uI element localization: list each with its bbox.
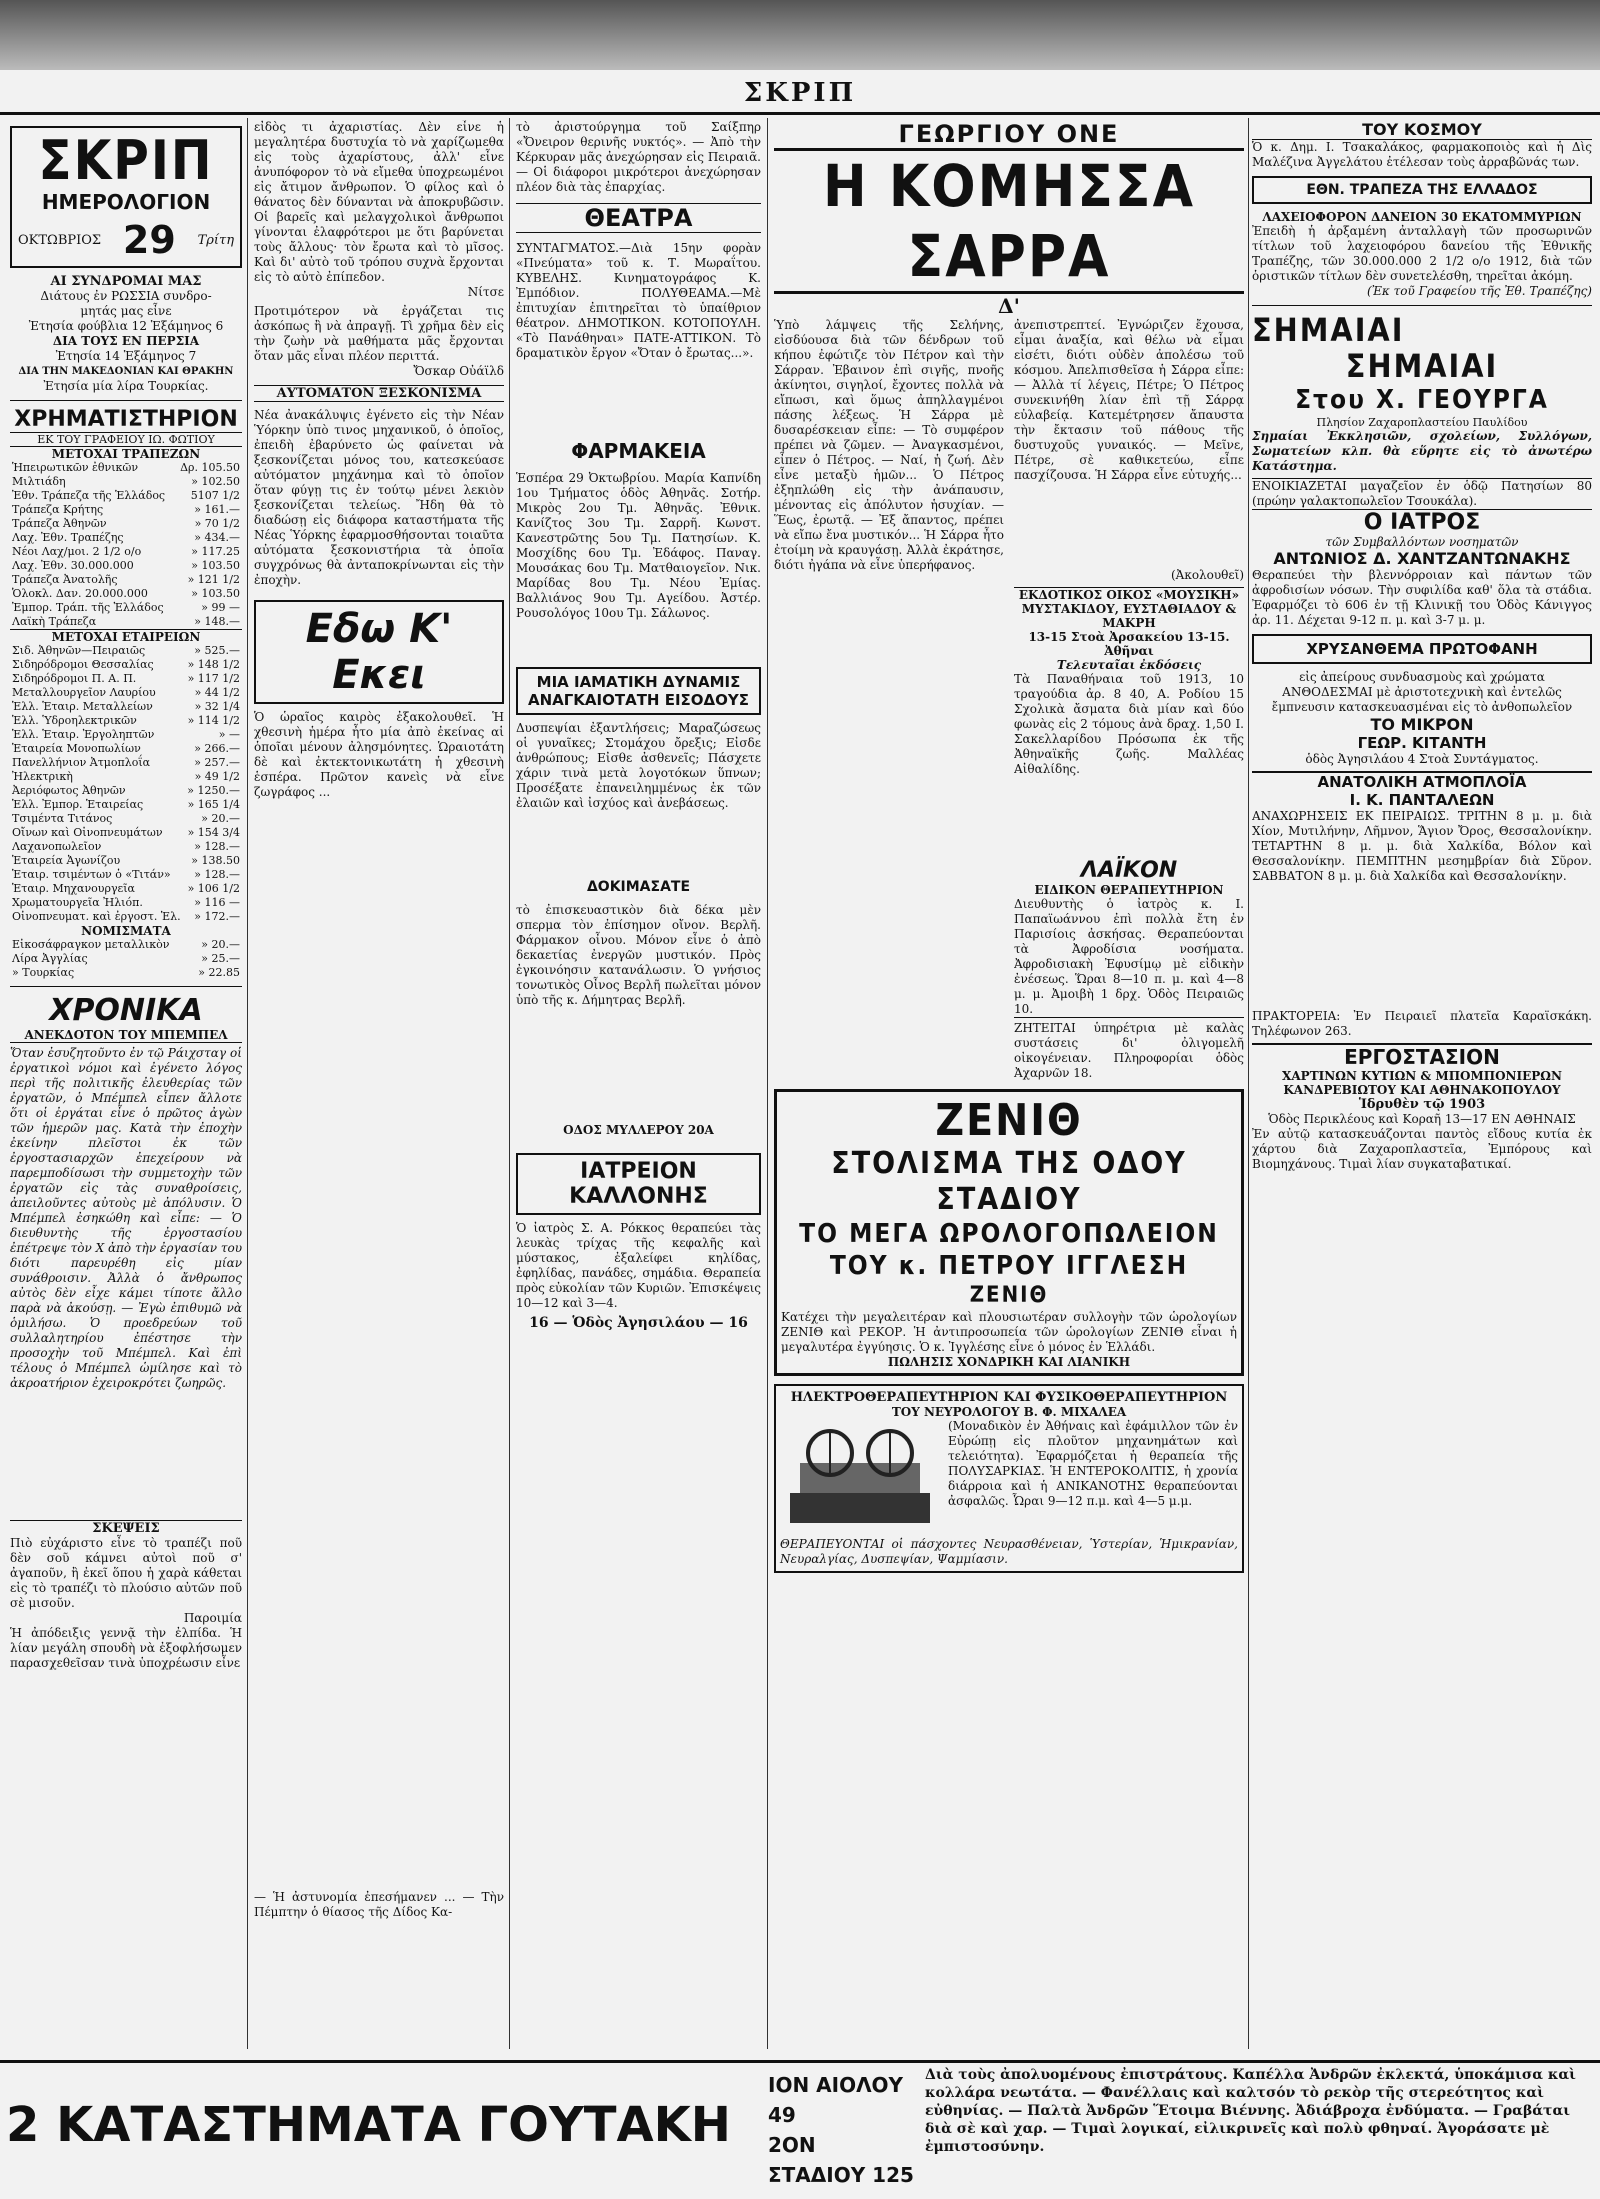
calendar-box xyxy=(10,126,242,268)
quote-signature: Ὄσκαρ Οὐάϊλδ xyxy=(413,364,504,378)
divider xyxy=(10,986,242,987)
zenith-sale: ΠΩΛΗΣΙΣ ΧΟΝΔΡΙΚΗ ΚΑΙ ΛΙΑΝΙΚΗ xyxy=(887,1355,1131,1369)
flags-line-2: ΣΗΜΑΙΑΙ xyxy=(1345,347,1499,385)
column-theatres-pharmacies xyxy=(516,120,761,2049)
company-shares-table xyxy=(10,644,242,924)
factory-subtitle: ΧΑΡΤΙΝΩΝ ΚΥΤΙΩΝ & ΜΠΟΜΠΟΝΙΕΡΩΝ xyxy=(1282,1069,1562,1083)
zenith-ad xyxy=(774,1089,1244,1376)
factory-founded: Ἱδρυθὲν τῷ 1903 xyxy=(1358,1097,1486,1112)
electrotherapy-machine-image xyxy=(780,1423,940,1533)
table-row xyxy=(10,742,242,756)
footer-address-2: 2ΟΝ ΣΤΑΔΙΟΥ 125 xyxy=(768,2133,914,2187)
aphorisms-text: εἰδὸς τι ἀχαριστίας. Δὲν εἶνε ἡ μεγαλητέρα δυστυχία τὸ νὰ χαρίζωμεθα εἰς τοὺς ἀχαρίστους, ἀλλ' εἶνε ἀνυπόφορον τὸ νὰ εἴμεθα ὑποχρεωμένοι εἰς ἄτιμον ἄνθρωπον. Ὁ φίλος καὶ ὁ θάνατος δὲν δύνανται νὰ ἀποκρυβῶσιν. Οἱ βαρεῖς καὶ μελαγχολικοὶ ἄνθρωποι γίνονται ἐλαφρότεροι με ὅτι βαρύνεται τοὺς ἄλλους· τὸν ἔρωτα καὶ τὸ μῖσος. Καὶ δι' αὐτὸ τοῦ τρόπου συχνὰ ἔρχονται εἰς τὸ αὐτὸ ἐπίπεδον. xyxy=(254,120,504,284)
security-name: Ἠλεκτρικὴ xyxy=(12,770,73,783)
table-row xyxy=(10,910,242,924)
novel-chapter: Δ' xyxy=(998,294,1020,318)
national-bank-title: ΕΘΝ. ΤΡΑΠΕΖΑ ΤΗΣ ΕΛΛΑΔΟΣ xyxy=(1252,176,1592,204)
security-price: » 22.85 xyxy=(198,966,240,979)
security-name: Ἑλλ. Ἑταιρ. Μεταλλείων xyxy=(12,700,153,713)
footer-addresses xyxy=(768,2070,918,2190)
security-name: Τσιμέντα Τιτάνος xyxy=(12,812,113,825)
security-price: » 165 1/4 xyxy=(187,798,240,811)
electrotherapy-ad xyxy=(774,1384,1244,1573)
chronicle-text: Ὅταν ἐσυζητοῦντο ἐν τῷ Ράιχσταγ οἱ ἐργατικοὶ νόμοι καὶ ἐγένετο λόγος περὶ τῆς πολιτικῆς ἐλευθερίας τῶν ἐργατῶν, ὁ Μπέμπελ εἶπεν ἄλλοτε ὅτι οἱ ἐργάται εἶνε ὁ πρῶτος ἀγὼν τῶν ἡμερῶν μας. Κατὰ τὴν ἐποχὴν ἐκείνην πλεῖστοι ἐκ τῶν ἐργοστασιαρχῶν ἐπεχείρουν νὰ παρεμποδίσωσι τὴν συμμετοχὴν τῶν ἐργατῶν εἰς τὰς συναθροίσεις, ἀπειλοῦντες αὐτοὺς μὲ ἀπόλυσιν. Ὁ Μπέμπελ ἐσηκώθη καὶ εἶπε: — Ὁ διευθυντὴς τῆς ἐργοστασίου ἐπέτρεψε τὸν Χ ἀπὸ τὴν ἐργασίαν του διότι παρευρέθη εἰς μίαν συνάθροισιν. Ἀλλὰ ὁ ἄνθρωπος αὐτὸς δὲν εἶχε κάμει τίποτε ἄλλο παρὰ νὰ ἀκούσῃ. — Ἐγὼ ἐπιθυμῶ νὰ ὁμιλήσω. Ὁ προεδρεύων τοῦ συλλαλητηρίου ἐπέστησε τὴν προσοχὴν τοῦ Μπέμπελ. Καὶ ἐπὶ τέλους ὁ Μπέμπελ ὡμίλησε καὶ τὸ ἀκροατήριον ἐχειροκρότει ζωηρῶς. xyxy=(10,1046,242,1390)
electrotherapy-footer: ΘΕΡΑΠΕΥΟΝΤΑΙ οἱ πάσχοντες Νευρασθένειαν, Ὑστερίαν, Ἡμικρανίαν, Νευραλγίας, Δυσπεψίαν, Ψαμμίασιν. xyxy=(780,1537,1238,1566)
factory-owners: ΚΑΝΔΡΕΒΙΩΤΟΥ ΚΑΙ ΑΘΗΝΑΚΟΠΟΥΛΟΥ xyxy=(1283,1083,1561,1097)
table-row xyxy=(10,896,242,910)
security-price: » 20.— xyxy=(201,938,240,951)
thoughts-signature: Παροιμία xyxy=(183,1611,242,1625)
security-price: » 172.— xyxy=(194,910,240,923)
table-row xyxy=(10,770,242,784)
novel-title: Η ΚΟΜΗΣΣΑ ΣΑΡΡΑ xyxy=(774,148,1244,294)
thoughts-text: Πιὸ εὐχάριστο εἶνε τὸ τραπέζι ποῦ δὲν σοῦ κάμνει αὐτοὶ ποῦ σ' ἀγαποῦν, ἢ ἐκεῖ ὅπου ἡ χαρὰ κάθεται εἰς τὸ τραπέζι τὸ πλούσιο αὐτῶν ποῦ σὲ μισοῦν. xyxy=(10,1536,242,1610)
security-price: » 266.— xyxy=(194,742,240,755)
company-shares-title: ΜΕΤΟΧΑΙ ΕΤΑΙΡΕΙΩΝ xyxy=(10,629,242,644)
doctor-subtitle: τῶν Συμβαλλόντων νοσηματῶν xyxy=(1325,535,1519,549)
security-name: Λίρα Ἀγγλίας xyxy=(12,952,88,965)
currency-title: ΝΟΜΙΣΜΑΤΑ xyxy=(81,924,171,938)
doctor-title: Ο ΙΑΤΡΟΣ xyxy=(1252,509,1592,535)
clinic-text: Διευθυντὴς ὁ ἰατρὸς κ. Ι. Παπαϊωάννου ἐπὶ πολλὰ ἔτη ἐν Παρισίοις ἀσκήσας. Θεραπεύονται τὰ Ἀφροδίσια νοσήματα. Ἀφροδισιακὴ Ἐφυσίμῳ μὲ εἰδικὴν ἐνέσεως. Ὥραι 8—10 π. μ. καὶ 4—8 μ. μ. Ἀμοιβὴ 1 δρχ. Ὁδὸς Πειραιῶς 10. xyxy=(1014,897,1244,1016)
beauty-clinic-address: 16 — Ὁδὸς Ἀγησιλάου — 16 xyxy=(529,1315,748,1331)
table-row xyxy=(10,658,242,672)
security-price: » 103.50 xyxy=(191,559,240,572)
column-rule xyxy=(767,118,768,2049)
try-address: ΟΔΟΣ ΜΥΛΛΕΡΟΥ 20Α xyxy=(563,1123,714,1137)
doctor-text: Θεραπεύει τὴν βλεννόρροιαν καὶ πάντων τῶν ἀφροδισίων νόσων. Τὴν συφιλίδα καθ' ὅλα τὰ στάδια. Ἐφαρμόζει τὸ 606 ἐν τῇ Κλινικῇ του Ὁδὸς Κάνιγγος ἀρ. 11. Δέχεται 9-12 π. μ. καὶ 3-7 μ. μ. xyxy=(1252,568,1592,627)
clinic-row xyxy=(774,858,1244,1081)
security-name: Ἑλλ. Ὑδροηλεκτρικῶν xyxy=(12,714,137,727)
security-name: Σιδηρόδρομοι Π. Α. Π. xyxy=(12,672,137,685)
factory-address: Ὁδὸς Περικλέους καὶ Κοραῆ 13—17 ΕΝ ΑΘΗΝΑΙΣ xyxy=(1268,1112,1576,1126)
security-name: Ἑταιρ. Μηχανουργεῖα xyxy=(12,882,135,895)
footer-address-1: ΙΟΝ ΑΙΟΛΟΥ 49 xyxy=(768,2073,904,2127)
try-text: τὸ ἐπισκευαστικὸν διὰ δέκα μὲν σπερμα τὸν ἐπίσημον οἴνον. Βερλῆ. Φάρμακον οἶνου. Μόνον εἶνε ὁ ἀπὸ δεκαετίας ἐνεργῶν μυστικόν. Πρὸς ἐγκοινόησιν κατανάλωσιν. Ὁ γνήσιος τονωτικὸς Οἶνος Βερλῆ πωλεῖται μόνον ὑπὸ τῆς κ. Δήμητρας Βερλῆ. xyxy=(516,903,761,1007)
subscriptions-line: ΔΙΑ ΤΗΝ ΜΑΚΕΔΟΝΙΑΝ ΚΑΙ ΘΡΑΚΗΝ xyxy=(18,366,234,377)
security-price: » 128.— xyxy=(194,868,240,881)
divider xyxy=(10,400,242,401)
clinic-subtitle: ΕΙΔΙΚΟΝ ΘΕΡΑΠΕΥΤΗΡΙΟΝ xyxy=(1034,883,1224,897)
security-name: » Τουρκίας xyxy=(12,966,75,979)
security-name: Ἑταιρ. τσιμέντων ὁ «Τιτάν» xyxy=(12,868,171,881)
security-name: Εἰκοσάφραγκον μεταλλικὸν xyxy=(12,938,170,951)
security-price: » 128.— xyxy=(194,840,240,853)
security-name: Λαχανοπωλεῖον xyxy=(12,840,102,853)
subscriptions-line: μητάς μας εἶνε xyxy=(80,304,172,318)
aphorisms-signature: Νίτσε xyxy=(467,285,504,299)
security-name: Τράπεζα Ἀνατολῆς xyxy=(12,573,118,586)
flower-shop-owner: ΓΕΩΡ. ΚΙΤΑΝΤΗ xyxy=(1357,734,1487,752)
table-row xyxy=(10,503,242,517)
date-weekday: Τρίτη xyxy=(197,232,234,248)
flower-shop-name: ΤΟ ΜΙΚΡΟΝ xyxy=(1370,715,1474,734)
flags-address: Πλησίον Ζαχαροπλαστείου Παυλίδου xyxy=(1316,416,1528,429)
security-price: » 114 1/2 xyxy=(187,714,240,727)
security-name: Ἑλλ. Ἐμπορ. Ἑταιρείας xyxy=(12,798,144,811)
security-name: Μιλτιάδη xyxy=(12,475,66,488)
novel-author: ΓΕΩΡΓΙΟΥ ΟΝΕ xyxy=(898,120,1120,148)
table-row xyxy=(10,559,242,573)
beauty-clinic-title: ΙΑΤΡΕΙΟΝ ΚΑΛΛΟΝΗΣ xyxy=(516,1153,761,1215)
subscriptions-line: ΔΙΑ ΤΟΥΣ ΕΝ ΠΕΡΣΙΑ xyxy=(52,334,200,348)
table-row xyxy=(10,545,242,559)
table-row xyxy=(10,826,242,840)
national-bank-signature: (Ἐκ τοῦ Γραφείου τῆς Ἐθ. Τραπέζης) xyxy=(1367,284,1592,298)
stock-exchange-title: ΧΡΗΜΑΤΙΣΤΗΡΙΟΝ xyxy=(14,407,238,432)
here-and-there-title: Εδω Κ' Εκει xyxy=(254,600,504,704)
electrotherapy-subtitle: ΤΟΥ ΝΕΥΡΟΛΟΓΟΥ Β. Φ. ΜΙΧΑΛΕΑ xyxy=(891,1405,1127,1419)
security-price: » 25.— xyxy=(201,952,240,965)
security-price: » 116 — xyxy=(194,896,240,909)
column-rule xyxy=(247,118,248,2049)
subscriptions-line: Διάτους ἐν ΡΩΣΣΙΑ συνδρο- xyxy=(40,289,212,303)
theatre-news-text: τὸ ἀριστούργημα τοῦ Σαίξπηρ «Ὄνειρον θερινῆς νυκτός». — Ἀπὸ τὴν Κέρκυραν μᾶς ἀνεχώρησαν εἰς Πειραιᾶ. — Οἱ διάφοροι μικρότεροι ἀνεχώρησαν πλέον διὰ τὰς ἐπαρχίας. xyxy=(516,120,761,194)
table-row xyxy=(10,882,242,896)
security-name: Τράπεζα Κρήτης xyxy=(12,503,104,516)
society-text: Ὁ κ. Δημ. Ι. Τσακαλάκος, φαρμακοποιὸς καὶ ἡ Δὶς Μαλέζινα Ἀγγελάτου ἐτέλεσαν τοὺς ἀρραβῶνάς των. xyxy=(1252,140,1592,169)
security-name: Ἀεριόφωτος Ἀθηνῶν xyxy=(12,784,126,797)
table-row xyxy=(10,489,242,503)
masthead-title: ΣΚΡΙΠ xyxy=(743,78,857,108)
security-price: » 525.— xyxy=(194,644,240,657)
divider xyxy=(1252,305,1592,306)
healing-power-title: ΜΙΑ ΙΑΜΑΤΙΚΗ ΔΥΝΑΜΙΣ ΑΝΑΓΚΑΙΟΤΑΤΗ ΕΙΣΟΔΟΥΣ xyxy=(516,667,761,715)
electrotherapy-text: (Μοναδικὸν ἐν Ἀθήναις καὶ ἐφάμιλλον τῶν ἐν Εὐρώπῃ εἰς πλοῦτον μηχανημάτων καὶ τελειότητα). Ἐφαρμόζεται ἡ θεραπεία τῆς ΠΟΛΥΣΑΡΚΙΑΣ. Ἡ ΕΝΤΕΡΟΚΟΛΙΤΙΣ, ἡ χρονία διάρροια καὶ ἡ ΑΝΙΚΑΝΟΤΗΣ θεραπεύονται ἀσφαλῶς. Ὧραι 9—12 π.μ. καὶ 4—5 μ.μ. xyxy=(948,1419,1238,1508)
security-name: Οἰνοπνευματ. καὶ ἐργοστ. Ἑλ. xyxy=(12,910,181,923)
security-price: » 257.— xyxy=(194,756,240,769)
clinic-title: ΛΑΪΚΟΝ xyxy=(1080,858,1178,883)
chrysanthemum-title: ΧΡΥΣΑΝΘΕΜΑ ΠΡΩΤΟΦΑΝΗ xyxy=(1252,634,1592,664)
security-name: Ἑλλ. Ἑταιρ. Ἐργοληπτῶν xyxy=(12,728,155,741)
table-row xyxy=(10,938,242,952)
novel-continued: (Ἀκολουθεῖ) xyxy=(1170,568,1244,582)
security-price: » — xyxy=(218,728,240,741)
table-row xyxy=(10,840,242,854)
flower-shop-address: ὁδὸς Ἀγησιλάου 4 Στοὰ Συντάγματος. xyxy=(1305,752,1539,766)
security-price: » 1250.— xyxy=(187,784,240,797)
novel-right-block xyxy=(1014,318,1244,858)
table-row xyxy=(10,672,242,686)
table-row xyxy=(10,854,242,868)
theatres-title: ΘΕΑΤΡΑ xyxy=(516,203,761,233)
security-name: Τράπεζα Ἀθηνῶν xyxy=(12,517,107,530)
national-bank-text: Ἐπειδὴ ἡ ἀρξαμένη ἀνταλλαγὴ τῶν προσωρινῶν τίτλων τοῦ λαχειοφόρου δανείου τῆς Ἐθνικῆς Τραπέζης, τῶν 30.000.000 2 1/2 ο/ο 1912, διὰ τῶν ὁριστικῶν τίτλων δὲν συνετελέσθη, τηρεῖται ἀκόμη. xyxy=(1252,224,1592,283)
column-society-ads xyxy=(1252,120,1592,2049)
currency-table xyxy=(10,938,242,980)
table-row xyxy=(10,644,242,658)
bank-shares-table xyxy=(10,461,242,629)
zenith-line-1: ΣΤΟΛΙΣΜΑ ΤΗΣ ΟΔΟΥ ΣΤΑΔΙΟΥ xyxy=(831,1146,1187,1217)
table-row xyxy=(10,686,242,700)
flags-shop: Στου Χ. ΓΕΟΥΡΓΑ xyxy=(1295,385,1549,415)
logo: ΣΚΡΙΠ xyxy=(38,129,214,192)
security-name: Νέοι Λαχ/μοι. 2 1/2 ο/ο xyxy=(12,545,142,558)
security-price: » 148 1/2 xyxy=(187,658,240,671)
table-row xyxy=(10,531,242,545)
healing-power-text: Δυσπεψίαι ἐξαντλήσεις; Μαραζώσεως οἱ γυναῖκες; Στομάχου ὄρεξις; Εἰσδε ἀνθρώπους; Εἰσθε ἀσθενεῖς; Πάσχετε χάριν τινὰ μετὰ λογοτόκων ὕπνων; Προσέξατε ἐπανειλημμένως ἐκ τῶν ἐλαιῶν καὶ ἰσχύος καὶ ἀνεβάσεως. xyxy=(516,721,761,810)
security-price: » 154 3/4 xyxy=(187,826,240,839)
blank-left xyxy=(774,858,1004,1081)
footer-rule xyxy=(0,2060,1600,2063)
table-row xyxy=(10,475,242,489)
national-bank-subtitle: ΛΑΧΕΙΟΦΟΡΟΝ ΔΑΝΕΙΟΝ 30 ΕΚΑΤΟΜΜΥΡΙΩΝ xyxy=(1262,210,1582,224)
chronicle-subtitle: ΑΝΕΚΔΟΤΟΝ ΤΟΥ ΜΠΕΜΠΕΛ xyxy=(10,1028,242,1043)
pharmacies-title: ΦΑΡΜΑΚΕΙΑ xyxy=(571,439,706,463)
security-name: Ἐμπορ. Τράπ. τῆς Ἑλλάδος xyxy=(12,601,164,614)
security-price: » 44 1/2 xyxy=(194,686,240,699)
security-name: Χρωματουργεῖα Ἠλιόπ. xyxy=(12,896,143,909)
wanted-notice: ΖΗΤΕΙΤΑΙ ὑπηρέτρια μὲ καλὰς συστάσεις δι' ὀλιγομελῆ οἰκογένειαν. Πληροφορίαι ὁδὸς Ἀχαρνῶν 18. xyxy=(1014,1017,1244,1081)
chrysanthemum-text: εἰς ἀπείρους συνδυασμοὺς καὶ χρώματα ΑΝΘΟΔΕΣΜΑΙ μὲ ἀριστοτεχνικὴ καὶ ἐντελῶς ἔμπνευσιν κατασκευασμέναι εἰς τὸ ἀνθοπωλεῖον xyxy=(1271,670,1573,714)
bank-shares-title: ΜΕΤΟΧΑΙ ΤΡΑΠΕΖΩΝ xyxy=(51,447,201,461)
quote-text: Προτιμότερον νὰ ἐργάζεται τις ἀσκόπως ἢ νὰ ἀπραγῇ. Τὶ χρῆμα δὲν εἰς τὴν ζωὴν νὰ μαθήματα μᾶς ἔρχονται ὅταν μᾶς εἶναι πλέον περιττά. xyxy=(254,304,504,363)
music-publisher-address: 13-15 Στοὰ Ἀρσακείου 13-15. Ἀθῆναι xyxy=(1028,630,1230,658)
music-publisher-subtitle: Τελευταῖαι ἐκδόσεις xyxy=(1056,658,1202,672)
security-name: Ὁλοκλ. Δαν. 20.000.000 xyxy=(12,587,148,600)
society-title: ΤΟΥ ΚΟΣΜΟΥ xyxy=(1252,120,1592,140)
steamship-owner: Ι. Κ. ΠΑΝΤΑΛΕΩΝ xyxy=(1349,791,1495,809)
masthead-rule xyxy=(0,112,1600,115)
security-name: Ἐθν. Τράπεζα τῆς Ἑλλάδος xyxy=(12,489,166,502)
table-row xyxy=(10,700,242,714)
security-name: Λαχ. Ἐθν. 30.000.000 xyxy=(12,559,134,572)
zenith-title: ΖΕΝΙΘ xyxy=(935,1095,1083,1146)
subscriptions-list xyxy=(10,289,242,394)
table-row xyxy=(10,756,242,770)
column-rule xyxy=(1248,118,1249,2049)
security-price: » 32 1/4 xyxy=(194,700,240,713)
zenith-line-2: ΤΟ ΜΕΓΑ ΩΡΟΛΟΓΟΠΩΛΕΙΟΝ xyxy=(799,1219,1219,1249)
security-price: » 106 1/2 xyxy=(187,882,240,895)
table-row xyxy=(10,587,242,601)
table-row xyxy=(10,573,242,587)
security-name: Μεταλλουργεῖον Λαυρίου xyxy=(12,686,156,699)
table-row xyxy=(10,812,242,826)
security-name: Πανελλήνιον Ἀτμοπλοΐα xyxy=(12,756,151,769)
column-miscellany xyxy=(254,120,504,2049)
electrotherapy-title: ΗΛΕΚΤΡΟΘΕΡΑΠΕΥΤΗΡΙΟΝ ΚΑΙ ΦΥΣΙΚΟΘΕΡΑΠΕΥΤΗΡΙΟΝ xyxy=(790,1390,1228,1405)
security-price: » 121 1/2 xyxy=(187,573,240,586)
security-price: » 20.— xyxy=(201,812,240,825)
auto-dusting-text: Νέα ἀνακάλυψις ἐγένετο εἰς τὴν Νέαν Ὑόρκην ὑπὸ τινος μηχανικοῦ, ὁ ὁποῖος, ἐπειδὴ ἐβαρύνετο ὡς φαίνεται νὰ ξεσκονίζεται μόνος του, κατεσκεύασε αὐτόματον μηχάνημα καὶ τὸ ὁποῖον ὅταν φύγῃ τις ἐν τούτῳ μένει λεκιὸν ξεσκονίζεται τελείως. Ἤδη θὰ τὸ διαδώσῃ εἰς διάφορα καταστήματα τῆς Νέας Ὑόρκης ἐφαρμοσθήσονται τοιαῦτα αὐτόματα ξεσκονιστήρια τὰ ὁποῖα συγχρόνως θὰ ἀνταποκρίνωνται εἰς τὴν ἐποχὴν. xyxy=(254,408,504,587)
security-price: 5107 1/2 xyxy=(190,489,240,502)
subscriptions-line: Ἐτησία 14 Ἑξάμηνος 7 xyxy=(55,349,197,363)
flags-text: Σημαίαι Ἐκκλησιῶν, σχολείων, Συλλόγων, Σωματείων κλπ. θὰ εὕρητε εἰς τὸ ἀνωτέρω Κατάστημα. xyxy=(1252,429,1592,473)
table-row xyxy=(10,868,242,882)
security-name: Λαϊκὴ Τράπεζα xyxy=(12,615,97,628)
security-price: » 117.25 xyxy=(191,545,240,558)
security-price: » 161.— xyxy=(194,503,240,516)
security-price: » 49 1/2 xyxy=(194,770,240,783)
calendar-subtitle: ΗΜΕΡΟΛΟΓΙΟΝ xyxy=(41,190,211,214)
table-row xyxy=(10,728,242,742)
try-title: ΔΟΚΙΜΑΣΑΤΕ xyxy=(586,879,691,895)
novel-body xyxy=(774,318,1244,858)
footer-stores: 2 ΚΑΤΑΣΤΗΜΑΤΑ ΓΟΥΤΑΚΗ xyxy=(6,2097,731,2153)
table-row xyxy=(10,714,242,728)
zenith-text: Κατέχει τὴν μεγαλειτέραν καὶ πλουσιωτέραν συλλογὴν τῶν ὡρολογίων ΖΕΝΙΘ καὶ ΡΕΚΟΡ. Ἡ ἀντιπροσωπεία τῶν ὡρολογίων ΖΕΝΙΘ εἶναι ἡ μεγαλυτέρα ἐγγύησις. Ὁ κ. Ἰγγλέσης εἶνε ὁ μόνος ἐν Ἑλλάδι. xyxy=(781,1310,1237,1354)
security-price: » 117 1/2 xyxy=(187,672,240,685)
music-publisher-title: ΕΚΔΟΤΙΚΟΣ ΟΙΚΟΣ «ΜΟΥΣΙΚΗ» ΜΥΣΤΑΚΙΔΟΥ, ΕΥΣΤΑΘΙΑΔΟΥ & ΜΑΚΡΗ xyxy=(1014,587,1244,630)
table-row xyxy=(10,461,242,475)
date-month: ΟΚΤΩΒΡΙΟΣ xyxy=(18,232,102,248)
security-name: Σιδηρόδρομοι Θεσσαλίας xyxy=(12,658,154,671)
security-price: » 148.— xyxy=(194,615,240,628)
security-name: Ἑταιρεία Μονοπωλίων xyxy=(12,742,141,755)
date-line xyxy=(18,218,234,262)
table-row xyxy=(10,966,242,980)
security-price: » 99 — xyxy=(201,601,240,614)
table-row xyxy=(10,798,242,812)
stock-exchange-source: ΕΚ ΤΟΥ ΓΡΑΦΕΙΟΥ ΙΩ. ΦΩΤΙΟΥ xyxy=(10,432,242,447)
security-price: » 70 1/2 xyxy=(194,517,240,530)
doctor-name: ΑΝΤΩΝΙΟΣ Δ. ΧΑΝΤΖΑΝΤΩΝΑΚΗΣ xyxy=(1273,549,1571,568)
column-calendar-finance xyxy=(10,120,242,2049)
security-name: Ἡπειρωτικῶν ἐθνικῶν xyxy=(12,461,139,474)
table-row xyxy=(10,517,242,531)
table-row xyxy=(10,784,242,798)
column-tail: — Ἡ ἀστυνομία ἐπεσήμανεν ... — Τὴν Πέμπτην ὁ θίασος τῆς Δίδος Κα- xyxy=(254,1890,504,1919)
steamship-contact: ΠΡΑΚΤΟΡΕΙΑ: Ἐν Πειραιεῖ πλατεῖα Καραϊσκάκη. Τηλέφωνον 263. xyxy=(1252,1009,1592,1038)
thoughts-title: ΣΚΕΨΕΙΣ xyxy=(10,1520,242,1536)
zenith-line-4: ΖΕΝΙΘ xyxy=(969,1283,1049,1308)
beauty-clinic-text: Ὁ ἰατρὸς Σ. Α. Ρόκκος θεραπεύει τὰς λευκὰς τρίχας τῆς κεφαλῆς καὶ μύστακος, ἐξαλείφει κηλίδας, ἐφηλίδας, πανάδες, σημάδια. Θεραπεία πρὸς εὐκολίαν τῶν Κυριῶν. Ἐπισκέψεις 10—12 καὶ 3—4. xyxy=(516,1221,761,1310)
clinic-block xyxy=(1014,858,1244,1081)
factory-text: Ἐν αὐτῷ κατασκευάζονται παντὸς εἴδους κυτία ἐκ χάρτου διὰ Ζαχαροπλαστεῖα, Ἐμπόρους καὶ Βιομηχάνους. Τιμαὶ λίαν συγκαταβατικαί. xyxy=(1252,1127,1592,1171)
factory-title: ΕΡΓΟΣΤΑΣΙΟΝ xyxy=(1252,1043,1592,1069)
security-price: Δρ. 105.50 xyxy=(180,461,240,474)
subscriptions-line: Ἐτησία φούβλια 12 Ἑξάμηνος 6 xyxy=(28,319,224,333)
theatres-text: ΣΥΝΤΑΓΜΑΤΟΣ.—Διὰ 15ην φορὰν «Πνεύματα» τοῦ κ. Τ. Μωραΐτου. ΚΥΒΕΛΗΣ. Κινηματογράφος Κ. Ἐμπόδιον. ΠΟΛΥΘΕΑΜΑ.—Μὲ ἐπιτυχίαν ἐπιτηρεῖται τὸ ὑπαίθριον θέατρον. ΔΗΜΟΤΙΚΟΝ. ΚΟΤΟΠΟΥΛΗ. «Τὸ Πανάθηναι» ΠΑΤΕ-ΑΤΤΙΚΟΝ. Τὸ δραματικὸν ἔργον «Ὄταν ὁ ἔρωτας...». xyxy=(516,241,761,360)
masthead-band xyxy=(0,0,1600,70)
security-price: » 138.50 xyxy=(191,854,240,867)
subscriptions-title: ΑΙ ΣΥΝΔΡΟΜΑΙ ΜΑΣ xyxy=(50,274,202,289)
novel-text-right: ἀνεπιστρεπτεί. Ἐγνώριζεν ἔχουσα, εἶμαι ἀναξία, καὶ θέλω νὰ εἶμαι εἰσέτι, διότι οὐδὲν ἀπολέσω τοῦ κόσμου. Ἀπελπισθεῖσα ἡ Σάρρα εἶπε: — Ἀλλὰ τί λέγεις, Πέτρε; Ὁ Πέτρος συνεκινήθη λίαν ἐπὶ τῇ Σάρρᾳ εὐλαβείᾳ. Κατεμέτρησεν ἄπαυστα τὴν ἔκτασιν τοῦ πάθους τῆς δυστυχοῦς γυναικός. — Μεῖνε, Πέτρε, σὲ καθικετεύω, εἶπε πασχίζουσα. Ἡ Σάρρα εἶνε εὐτυχής... xyxy=(1014,318,1244,482)
table-row xyxy=(10,601,242,615)
security-price: » 102.50 xyxy=(191,475,240,488)
date-day: 29 xyxy=(122,218,176,262)
chronicle-title: ΧΡΟΝΙΚΑ xyxy=(49,993,203,1028)
security-name: Ἑταιρεία Ἀγωνίζου xyxy=(12,854,121,867)
security-name: Σιδ. Ἀθηνῶν—Πειραιῶς xyxy=(12,644,146,657)
music-publisher-text: Τὰ Παναθήναια τοῦ 1913, 10 τραγούδια ἀρ. 8 40, Α. Ροδίου 15 Σχολικὰ ἄσματα διὰ μίαν καὶ δύο φωνὰς εἰς 2 τόμους ἀνὰ δραχ. 1,50 Ι. Σακελλαρίδου Πρόσωπα ἐκ τῆς Ἀθηναϊκῆς ζωῆς. Μαλλέας Αἰθαλίδης. xyxy=(1014,672,1244,776)
table-row xyxy=(10,952,242,966)
steamship-text: ΑΝΑΧΩΡΗΣΕΙΣ ΕΚ ΠΕΙΡΑΙΩΣ. ΤΡΙΤΗΝ 8 μ. μ. διὰ Χίον, Μυτιλήνην, Λῆμνον, Ἅγιον Ὄρος, Θεσσαλονίκην. ΤΕΤΑΡΤΗΝ 8 μ. μ. διὰ Χαλκίδα, Βόλον καὶ Θεσσαλονίκην. ΠΕΜΠΤΗΝ μεσημβρίαν διὰ Σῦρον. ΣΑΒΒΑΤΟΝ 8 μ. μ. διὰ Χαλκίδα καὶ Θεσσαλονίκην. xyxy=(1252,809,1592,883)
here-and-there-text: Ὁ ὡραῖος καιρὸς ἐξακολουθεῖ. Ἡ χθεσινὴ ἡμέρα ἦτο μία ἀπὸ ἐκείνας αἱ ὁποῖαι μένουν ἀλησμόνητες. Ὡραιοτάτη δὲ καὶ ἐκτεκτονικωτάτη ἡ χθεσινὴ ἑσπέρα. Πρῶτον κανεὶς νὰ εἶνε ζωγράφος ... xyxy=(254,710,504,799)
novel-text-left: Ὑπὸ λάμψεις τῆς Σελήνης, εἰσδύουσα διὰ τῶν δένδρων τοῦ κήπου ἐφώτιζε τὸν Πέτρον καὶ τὴν Σάρραν. Ἐβαινον ἐπὶ σιγῆς, πνοῆς ἀκίνητοι, σιγηλοί, ἔχοντες πολλὰ νὰ εἴπωσι, καὶ ὅμως ἀπηλλαγμένοι πάσης λέξεως. Ἡ Σάρρα μὲ δυσαρέσκειαν εἶπε: — Τὸ συμφέρον πρέπει νὰ ζῶμεν. — Ἀναγκασμένοι, εἶπεν ὁ Πέτρος. — Ναί, ἡ ζωή. Δὲν εἶνε μεταξὺ ἡμῶν... Ὁ Πέτρος ἐξηπλώθη εἰς τὴν ἀνάπαυσιν, μένοντας εἰς ἀπόλυτον ἡσυχίαν. — Ἕως, ἐρωτᾷ. — Ἐξ ἄπαντος, πρέπει νὰ εἴπω ἔνα μυστικόν... Ἡ Σάρρα ἦτο ἐτοίμη νὰ κραυγάσῃ. Ἀλλὰ ἐκράτησε, διότι ἠγάπα νὰ εἶνε ὑπερήφανος. xyxy=(774,318,1004,572)
steamship-title: ΑΝΑΤΟΛΙΚΗ ΑΤΜΟΠΛΟΪΑ xyxy=(1252,771,1592,791)
auto-dusting-title: ΑΥΤΟΜΑΤΟΝ ΞΕΣΚΟΝΙΣΜΑ xyxy=(254,385,504,402)
table-row xyxy=(10,615,242,629)
zenith-line-3: ΤΟΥ κ. ΠΕΤΡΟΥ ΙΓΓΛΕΣΗ xyxy=(829,1251,1189,1281)
column-rule xyxy=(509,118,510,2049)
security-price: » 103.50 xyxy=(191,587,240,600)
rent-notice: ΕΝΟΙΚΙΑΖΕΤΑΙ μαγαζεῖον ἐν ὁδῷ Πατησίων 80 (πρώην γαλακτοπωλεῖον Τσουκάλα). xyxy=(1252,479,1592,508)
security-price: » 434.— xyxy=(194,531,240,544)
pharmacies-text: Ἑσπέρα 29 Ὀκτωβρίου. Μαρία Καπνίδη 1ου Τμήματος ὁδὸς Ἀθηνᾶς. Σοτήρ. Μικρὸς 2ου Τμ. Ἀθηνᾶς. Ἐθνικ. Κανίζτος 3ου Τμ. Σαρρῆ. Κωνστ. Κανεστρῶτης 5ου Τμ. Πατησίων. Κ. Μοσχίδης 6ου Τμ. Ἐδάφος. Παναγ. Μουσάκας 6ου Τμ. Ματθαιογεῖον. Νικ. Μαρίδας 8ου Τμ. Νέου Ἐμίας. Βαλλιάνος 9ου Τμ. Αγείδου. Ἀστέρ. Ρουσολόγος 10ου Τμ. Σάλωνος. xyxy=(516,471,761,620)
column-novel-ads xyxy=(774,120,1244,2049)
footer-text: Διὰ τοὺς ἀπολυομένους ἐπιστράτους. Καπέλλα Ἀνδρῶν ἐκλεκτά, ὑποκάμισα καὶ κολλάρα νεωτάτα. — Φανέλλαις καὶ καλτσόν τὸ ρεκὸρ τῆς στερεότητος καὶ εὐθηνίας. — Παλτὰ Ἀνδρῶν Ἕτοιμα Βιέννης. Ἀδιάβροχα ἐνδύματα. — Γραβάται διὰ σὲ καὶ χαρ. — Τιμαὶ λογικαί, εἰλικρινεῖς καὶ πολὺ φθηναί. Ἀγοράσατε μὲ ἐμπιστοσύνην. xyxy=(925,2067,1576,2155)
security-name: Οἴνων καὶ Οἰνοπνευμάτων xyxy=(12,826,163,839)
flags-line-1: ΣΗΜΑΙΑΙ xyxy=(1252,311,1405,349)
thoughts-tail: Ἡ ἀπόδειξις γεννᾷ τὴν ἐλπίδα. Ἡ λίαν μεγάλη σπουδὴ νὰ ἐξοφλήσωμεν παρασχεθεῖσαν τινὰ ὑποχρέωσιν εἶνε xyxy=(10,1626,242,1670)
security-name: Λαχ. Ἐθν. Τραπέζης xyxy=(12,531,124,544)
subscriptions-line: Ἐτησία μία λίρα Τουρκίας. xyxy=(43,379,209,393)
